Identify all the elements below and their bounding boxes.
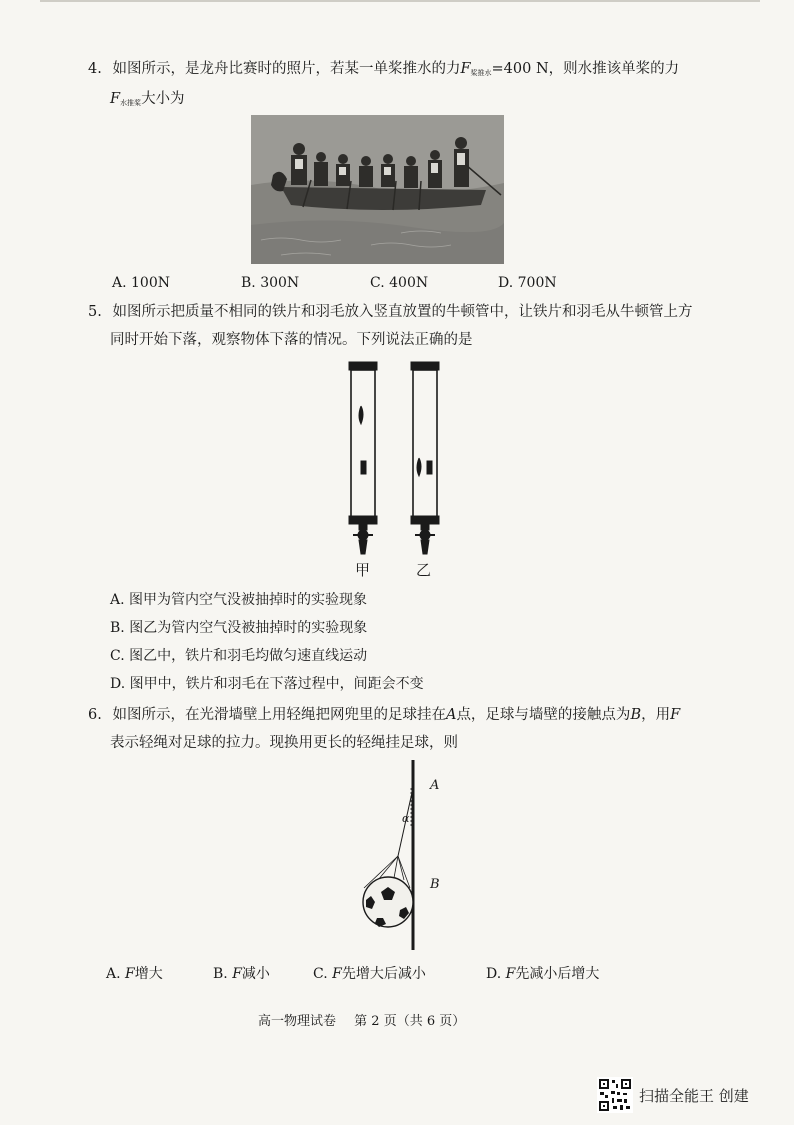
force-symbol: F	[110, 91, 121, 107]
question-text: 点，足球与墙壁的接触点为	[456, 707, 631, 723]
option-text: 300N	[260, 275, 300, 291]
option-label: C.	[110, 648, 125, 664]
wall-ball-diagram	[350, 760, 460, 955]
qr-code-icon	[597, 1077, 633, 1113]
label-point-a: A	[430, 778, 440, 793]
question-text: 表示轻绳对足球的拉力。现换用更长的轻绳挂足球，则	[110, 735, 458, 751]
q6-option-d[interactable]	[486, 963, 599, 983]
question-6	[88, 701, 748, 729]
q4-option-c[interactable]	[370, 275, 428, 291]
question-text: 大小为	[141, 91, 185, 107]
label-point-b: B	[430, 877, 440, 892]
q6-option-b[interactable]	[213, 963, 270, 983]
question-text: 如图所示，是龙舟比赛时的照片，若某一单桨推水的力	[112, 61, 461, 77]
question-5	[88, 298, 748, 326]
tube-jia	[349, 362, 377, 554]
question-number: 6.	[88, 707, 102, 723]
question-number: 5.	[88, 304, 102, 320]
question-number: 4.	[88, 61, 102, 77]
option-label: B.	[110, 620, 125, 636]
option-label: A.	[106, 966, 121, 982]
option-text: 图乙中，铁片和羽毛均做匀速直线运动	[129, 648, 368, 664]
option-label: B.	[213, 966, 228, 982]
question-4	[88, 55, 728, 87]
option-label: D.	[498, 275, 514, 291]
q5-option-a[interactable]	[110, 589, 367, 609]
tube-label-jia: 甲	[355, 561, 371, 579]
option-text: 700N	[517, 275, 557, 291]
question-text: ，用	[641, 707, 671, 723]
force-symbol: F	[332, 966, 342, 982]
tube-yi	[411, 362, 439, 554]
option-label: A.	[110, 592, 125, 608]
force-subscript: 桨推水	[470, 69, 492, 77]
footer-page-number: 第 2 页（共 6 页）	[354, 1014, 466, 1029]
question-5-line2	[110, 326, 473, 354]
question-text: 同时开始下落，观察物体下落的情况。下列说法正确的是	[110, 332, 473, 348]
tube-label-yi: 乙	[416, 561, 432, 579]
dragon-boat-photo	[251, 115, 504, 264]
option-text: 先增大后减小	[341, 966, 426, 982]
newton-tube-diagram	[335, 358, 465, 580]
q4-option-b[interactable]	[241, 275, 299, 291]
option-label: D.	[486, 966, 502, 982]
question-text: 如图所示把质量不相同的铁片和羽毛放入竖直放置的牛顿管中，让铁片和羽毛从牛顿管上方	[112, 304, 693, 320]
option-label: B.	[241, 275, 256, 291]
option-label: D.	[110, 676, 126, 692]
top-edge-line	[40, 0, 760, 2]
force-subscript: 水推桨	[120, 99, 142, 107]
question-4-line2	[110, 85, 185, 117]
point-symbol: A	[445, 707, 457, 723]
force-symbol: F	[125, 966, 135, 982]
option-text: 图甲中，铁片和羽毛在下落过程中，间距会不变	[129, 676, 424, 692]
q5-option-c[interactable]	[110, 645, 367, 665]
q6-option-c[interactable]	[313, 963, 426, 983]
option-text: 图乙为管内空气没被抽掉时的实验现象	[129, 620, 368, 636]
q5-option-d[interactable]	[110, 673, 424, 693]
label-alpha: α	[402, 812, 410, 825]
option-text: 100N	[131, 275, 170, 291]
force-symbol: F	[460, 61, 471, 77]
q6-option-a[interactable]	[106, 963, 163, 983]
page-footer	[258, 1010, 465, 1029]
force-symbol: F	[670, 707, 681, 723]
option-text: 400N	[389, 275, 429, 291]
dragon-boat-image	[251, 115, 504, 264]
option-text: 增大	[134, 966, 163, 982]
option-text: 先减小后增大	[515, 966, 600, 982]
q4-option-a[interactable]	[112, 275, 170, 291]
option-label: A.	[112, 275, 127, 291]
option-label: C.	[313, 966, 328, 982]
footer-course: 高一物理试卷	[258, 1014, 337, 1029]
option-text: 减小	[241, 966, 270, 982]
option-text: 图甲为管内空气没被抽掉时的实验现象	[129, 592, 368, 608]
option-label: C.	[370, 275, 385, 291]
point-symbol: B	[630, 707, 642, 723]
q4-option-d[interactable]	[498, 275, 557, 291]
scanner-watermark: 扫描全能王 创建	[639, 1087, 749, 1105]
question-6-line2	[110, 729, 458, 757]
q5-option-b[interactable]	[110, 617, 367, 637]
force-symbol: F	[505, 966, 516, 982]
question-text: =400 N，则水推该单桨的力	[491, 61, 680, 77]
force-symbol: F	[232, 966, 242, 982]
question-text: 如图所示，在光滑墙壁上用轻绳把网兜里的足球挂在	[112, 707, 446, 723]
